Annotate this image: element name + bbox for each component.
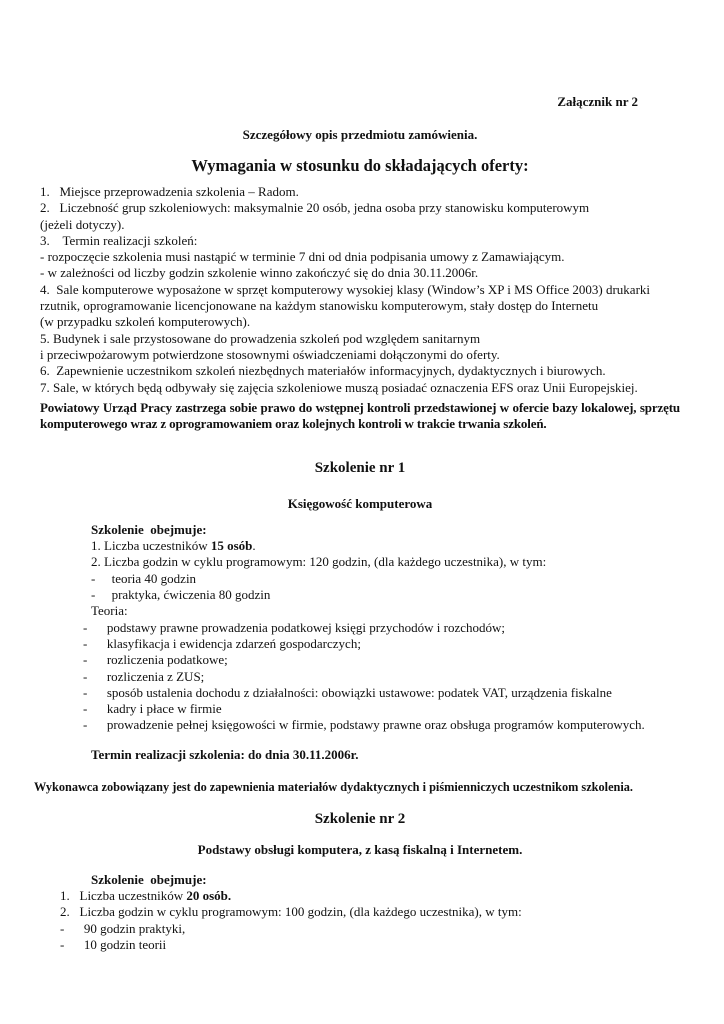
training-1-title: Szkolenie nr 1 bbox=[314, 459, 406, 476]
requirements-heading: Wymagania w stosunku do składających oferty: bbox=[191, 156, 529, 175]
hours-item: - 90 godzin praktyki, bbox=[60, 920, 186, 936]
requirement-line: 6. Zapewnienie uczestnikom szkoleń niezbędnych materiałów informacyjnych, dydaktycznych i biurowych. bbox=[40, 363, 606, 379]
participants-line bbox=[91, 538, 680, 554]
requirement-line: 7. Sale, w których będą odbywały się zajęcia szkoleniowe muszą posiadać oznaczenia EFS oraz Unii Europejskiej. bbox=[40, 379, 638, 395]
requirement-line: 4. Sale komputerowe wyposażone w sprzęt komputerowy wysokiej klasy (Window’s XP i MS Office 2003) drukarki bbox=[40, 281, 651, 297]
includes-label: Szkolenie obejmuje: bbox=[91, 521, 207, 537]
hours-item: - praktyka, ćwiczenia 80 godzin bbox=[91, 587, 271, 603]
requirement-line: 1. Miejsce przeprowadzenia szkolenia – Radom. bbox=[40, 184, 299, 199]
control-notice: Powiatowy Urząd Pracy zastrzega sobie prawo do wstępnej kontroli przedstawionej w ofercie bazy lokalowej, sprzętu komputerowego wraz z oprogramowaniem oraz kolejnych kontroli w trakcie trwania szkoleń. bbox=[40, 399, 680, 432]
requirement-line: i przeciwpożarowym potwierdzone stosownymi oświadczeniami dołączonymi do oferty. bbox=[40, 346, 500, 362]
materials-notice: Wykonawca zobowiązany jest do zapewnienia materiałów dydaktycznych i piśmienniczych uczestnikom szkolenia. bbox=[34, 779, 634, 794]
requirement-line: (w przypadku szkoleń komputerowych). bbox=[40, 314, 251, 330]
theory-item: - sposób ustalenia dochodu z działalności: obowiązki ustawowe: podatek VAT, urządzenia fiskalne bbox=[83, 684, 612, 700]
training-1-details bbox=[40, 522, 680, 763]
document-subtitle: Szczegółowy opis przedmiotu zamówienia. bbox=[242, 127, 478, 142]
theory-item: - prowadzenie pełnej księgowości w firmie, podstawy prawne oraz obsługa programów komputerowych. bbox=[83, 717, 645, 733]
training-2-title: Szkolenie nr 2 bbox=[314, 810, 406, 827]
deadline-line: Termin realizacji szkolenia: do dnia 30.11.2006r. bbox=[91, 746, 359, 762]
requirement-line: 2. Liczebność grup szkoleniowych: maksymalnie 20 osób, jedna osoba przy stanowisku komputerowym bbox=[40, 200, 590, 216]
hours-item: - teoria 40 godzin bbox=[91, 570, 197, 586]
participants-line bbox=[60, 888, 680, 904]
training-1-subtitle: Księgowość komputerowa bbox=[287, 495, 433, 511]
requirement-line: 5. Budynek i sale przystosowane do prowadzenia szkoleń pod względem sanitarnym bbox=[40, 330, 481, 346]
participants-count: 15 osób bbox=[210, 538, 253, 554]
theory-item: - kadry i płace w firmie bbox=[83, 701, 222, 717]
participants-prefix: 1. Liczba uczestników bbox=[60, 888, 187, 904]
requirement-line: - w zależności od liczby godzin szkolenie winno zakończyć się do dnia 30.11.2006r. bbox=[40, 265, 479, 281]
requirement-line: 3. Termin realizacji szkoleń: bbox=[40, 232, 198, 248]
participants-suffix: . bbox=[252, 538, 256, 554]
requirement-line: - rozpoczęcie szkolenia musi nastąpić w terminie 7 dni od dnia podpisania umowy z Zamawiającym. bbox=[40, 249, 565, 265]
attachment-label: Załącznik nr 2 bbox=[557, 94, 638, 109]
participants-prefix: 1. Liczba uczestników bbox=[91, 538, 211, 554]
theory-item: - klasyfikacja i ewidencja zdarzeń gospodarczych; bbox=[83, 635, 361, 651]
includes-label: Szkolenie obejmuje: bbox=[91, 871, 207, 887]
hours-item: - 10 godzin teorii bbox=[60, 936, 167, 952]
requirement-line: rzutnik, oprogramowanie licencjonowane na każdym stanowisku komputerowym, stały dostęp do Internetu bbox=[40, 298, 599, 314]
requirement-line: (jeżeli dotyczy). bbox=[40, 216, 125, 232]
participants-count: 20 osób. bbox=[186, 888, 232, 904]
theory-item: - rozliczenia z ZUS; bbox=[83, 668, 205, 684]
training-2-subtitle: Podstawy obsługi komputera, z kasą fiskalną i Internetem. bbox=[197, 841, 523, 857]
hours-line: 2. Liczba godzin w cyklu programowym: 100 godzin, (dla każdego uczestnika), w tym: bbox=[60, 904, 522, 920]
training-2-details bbox=[40, 872, 680, 953]
theory-item: - rozliczenia podatkowe; bbox=[83, 652, 228, 668]
theory-item: - podstawy prawne prowadzenia podatkowej księgi przychodów i rozchodów; bbox=[83, 619, 506, 635]
requirements-list bbox=[40, 184, 680, 396]
hours-line: 2. Liczba godzin w cyklu programowym: 120 godzin, (dla każdego uczestnika), w tym: bbox=[91, 554, 547, 570]
theory-label: Teoria: bbox=[91, 603, 128, 619]
